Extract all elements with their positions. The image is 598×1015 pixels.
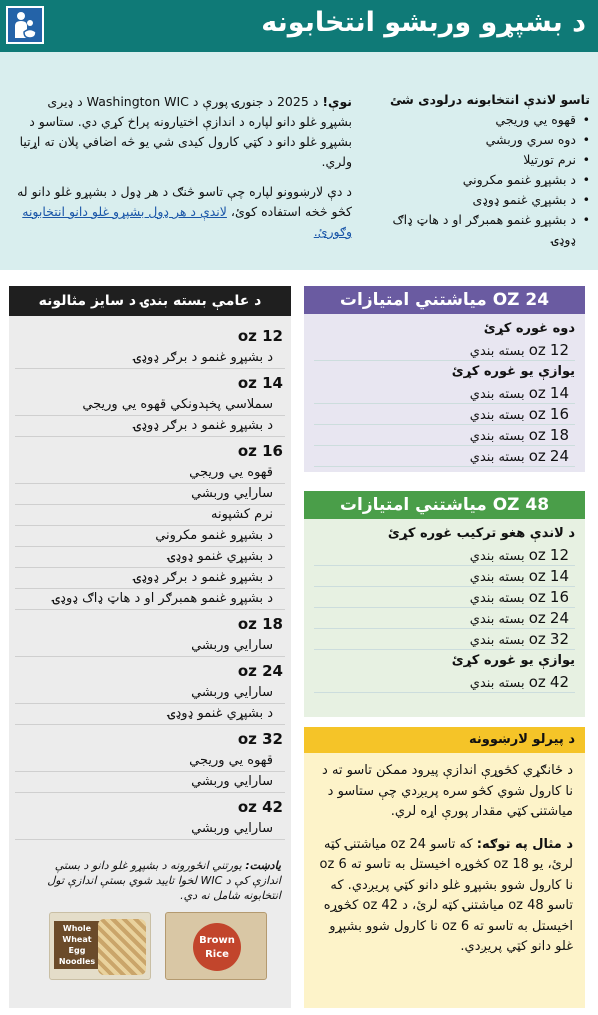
size-item: قهوه يي وريجي	[15, 463, 285, 484]
size-item: د بشپړي غنمو ډوډۍ	[15, 547, 285, 568]
size-group	[15, 439, 285, 610]
page-header	[0, 0, 598, 52]
size-unit: oz	[528, 630, 546, 648]
common-sizes-heading: د عامې بسته بندۍ د سایز مثالونه	[9, 286, 291, 316]
example-lead: د مثال په توګه:	[476, 836, 573, 852]
size-item: سارايي وربشي	[15, 636, 285, 657]
product-item: • دوه سري وربشي	[380, 130, 590, 150]
package-size-row	[314, 383, 575, 404]
product-list-heading: تاسو لاندې انتخابونه درلودی شئ	[390, 92, 590, 107]
size-number: 24	[549, 609, 569, 627]
package-size-row	[314, 587, 575, 608]
size-number: 12	[549, 546, 569, 564]
size-text: بسته بندي	[469, 429, 525, 444]
package-size-row	[314, 446, 575, 467]
intro-section	[0, 52, 598, 270]
options-link[interactable]: لاندې د هر ډول بشپړو غلو دانو انتخابونه وګورئ.	[22, 204, 352, 239]
size-label: 14 oz	[237, 374, 283, 392]
benefit-48-list	[304, 519, 585, 693]
package-label: Whole Wheat Egg Noodles	[54, 921, 100, 969]
size-text: بسته بندي	[469, 408, 525, 423]
tip-text: د دې لارښوونو لپاره چې تاسو څنګ د هر ډول د بشپړو غلو دانو له کڅو څخه استفاده کوئ،	[17, 184, 352, 219]
product-item: • د بشپړو غنمو همبرګر او د هاټ ډاګ ډوډۍ	[380, 210, 590, 250]
shopping-tips-heading: د پيرلو لارښوونه	[304, 727, 585, 753]
product-item: • د بشپړو غنمو مکروني	[380, 170, 590, 190]
shopping-tips-body: د ځانګړي کڅوړې اندازې پيرود ممکن تاسو ته د نا کارول شوي کڅو سره پريږدي چې ستاسو د میاشتنۍ کټي مقدار پورې اړه لري.	[322, 763, 573, 819]
size-number: 12	[549, 341, 569, 359]
size-text: بسته بندي	[469, 344, 525, 359]
product-item: • قهوه يي وريجي	[380, 110, 590, 130]
size-number: 14	[549, 384, 569, 402]
package-size-row	[314, 545, 575, 566]
size-text: بسته بندي	[469, 387, 525, 402]
package-size-row	[314, 566, 575, 587]
size-label: 18 oz	[237, 615, 283, 633]
benefit-24-panel	[304, 286, 585, 472]
size-unit: oz	[528, 447, 546, 465]
benefit-24-heading: 24 OZ میاشتني امتیازات	[304, 286, 585, 314]
size-group	[15, 727, 285, 793]
size-item: د بشپړي غنمو ډوډۍ	[15, 704, 285, 725]
size-unit: oz	[528, 405, 546, 423]
intro-news	[14, 92, 352, 242]
note-text: يورتني انځورونه د بشپړو غلو دانو د بستې اندازې کې د WIC لخوا تاييد شوي بستې اندازې تول انتخابونه شامل نه دي.	[47, 859, 281, 902]
choice-heading: يوازې يو غوره کړئ	[451, 364, 575, 379]
size-item: د بشپړو غنمو همبرګر او د هاټ ډاګ ډوډۍ	[15, 589, 285, 610]
package-size-row	[314, 404, 575, 425]
size-unit: oz	[528, 426, 546, 444]
size-number: 16	[549, 405, 569, 423]
common-sizes-panel	[9, 286, 291, 1008]
note	[45, 858, 281, 903]
size-number: 18	[549, 426, 569, 444]
size-number: 24	[549, 447, 569, 465]
product-item: • د بشپړي غنمو ډوډی	[380, 190, 590, 210]
size-item: د بشپړو غنمو د برګر ډوډۍ	[15, 348, 285, 369]
family-icon	[6, 6, 44, 44]
size-number: 42	[549, 673, 569, 691]
size-item: قهوه يي وريجي	[15, 751, 285, 772]
example-text: که تاسو 24 oz میاشتنۍ کټه لرئ، يو 18 oz کڅوړه اخیستل به تاسو ته 6 oz نا کارول شوو بشپړو غلو دانو کټي پريږدي. که تاسو 48 oz میاشتنۍ کټه لرئ، د 42 oz کڅوړه اخیستل به تاسو ته 6 oz نا کارول شوو بشپړو غلو دانو کټي پريږدي.	[319, 836, 573, 954]
product-list	[380, 92, 590, 250]
size-text: بسته بندي	[469, 570, 525, 585]
choice-heading: د لاندې هغو ترکیب غوره کړئ	[387, 526, 575, 541]
package-size-row	[314, 608, 575, 629]
package-size-row	[314, 425, 575, 446]
size-item: نرم کشپونه	[15, 505, 285, 526]
noodles-graphic	[98, 919, 146, 975]
size-number: 14	[549, 567, 569, 585]
size-text: بسته بندي	[469, 549, 525, 564]
size-text: بسته بندي	[469, 591, 525, 606]
noodle-package-icon	[49, 912, 151, 980]
size-label: 32 oz	[237, 730, 283, 748]
size-item: سارايي وربشي	[15, 484, 285, 505]
benefit-24-list	[304, 314, 585, 467]
size-unit: oz	[528, 341, 546, 359]
size-item: د بشپړو غنمو د برګر ډوډۍ	[15, 416, 285, 437]
size-label: 24 oz	[237, 662, 283, 680]
note-lead: يادښت:	[245, 859, 281, 872]
size-unit: oz	[528, 546, 546, 564]
size-text: بسته بندي	[469, 633, 525, 648]
size-unit: oz	[528, 567, 546, 585]
size-item: سارايي وربشي	[15, 683, 285, 704]
package-size-row	[314, 672, 575, 693]
size-text: بسته بندي	[469, 676, 525, 691]
news-lead: نوې!	[322, 94, 352, 109]
size-label: 12 oz	[237, 327, 283, 345]
size-group	[15, 371, 285, 437]
size-group	[15, 612, 285, 657]
size-unit: oz	[528, 384, 546, 402]
size-number: 32	[549, 630, 569, 648]
size-item: سارايي وربشي	[15, 772, 285, 793]
size-text: بسته بندي	[469, 450, 525, 465]
size-item: سارايي وربشي	[15, 819, 285, 840]
size-label: 42 oz	[237, 798, 283, 816]
size-text: بسته بندي	[469, 612, 525, 627]
size-item: د بشپړو غنمو مکروني	[15, 526, 285, 547]
size-item: سملاسي پخېدونکي قهوه يي وريجي	[15, 395, 285, 416]
size-unit: oz	[528, 588, 546, 606]
product-item: • نرم تورتيلا	[380, 150, 590, 170]
news-text: د 2025 د جنورۍ پورې د Washington WIC د ډیری بشپړو غلو دانو لپاره د اندازې اختیارونه پراخ کړي دي. ستاسو د بشپړو غلو دانو د کټي کارول کیدی شي يو څه اضافي پلان ته اړتيا ولري.	[19, 94, 352, 169]
choice-heading: يوازې يو غوره کړئ	[451, 653, 575, 668]
size-group	[15, 795, 285, 840]
package-label: Brown Rice	[193, 923, 241, 971]
size-unit: oz	[528, 673, 546, 691]
benefit-48-panel	[304, 491, 585, 717]
size-group	[15, 659, 285, 725]
size-group	[15, 324, 285, 369]
rice-package-icon	[165, 912, 267, 980]
size-item: د بشپړو غنمو د برګر ډوډۍ	[15, 568, 285, 589]
size-label: 16 oz	[237, 442, 283, 460]
size-number: 16	[549, 588, 569, 606]
common-sizes-list	[15, 324, 285, 842]
choice-heading: دوه غوره کړئ	[483, 321, 575, 336]
page-title: د بشپړو وربشو انتخابونه	[261, 7, 586, 38]
package-size-row	[314, 629, 575, 650]
size-unit: oz	[528, 609, 546, 627]
benefit-48-heading: 48 OZ میاشتني امتیازات	[304, 491, 585, 519]
shopping-tips-panel	[304, 727, 585, 1008]
package-size-row	[314, 340, 575, 361]
